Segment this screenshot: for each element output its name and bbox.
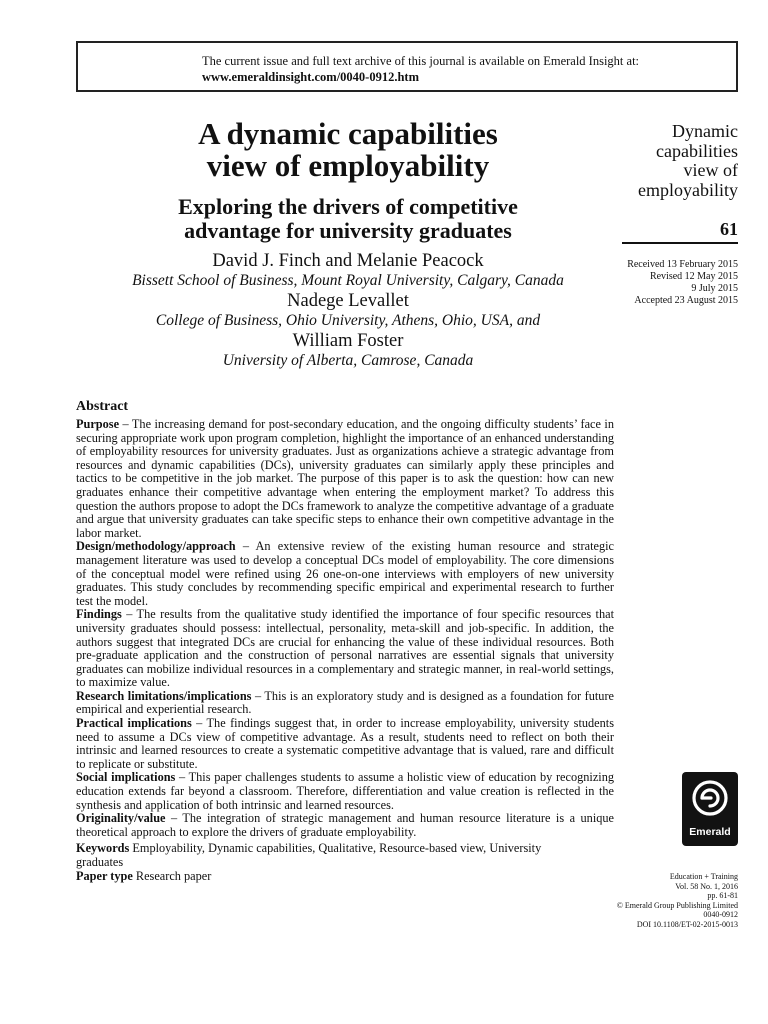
date-received: Received 13 February 2015 — [627, 259, 738, 270]
article-subtitle-line: Exploring the drivers of competitive — [178, 194, 518, 219]
journal-publisher: © Emerald Group Publishing Limited — [616, 900, 738, 910]
paper-type — [76, 870, 614, 884]
author-affiliation: University of Alberta, Camrose, Canada — [222, 352, 474, 369]
submission-dates — [538, 259, 738, 307]
section-label: Findings — [76, 607, 122, 622]
date-revised: 9 July 2015 — [691, 283, 738, 294]
running-title — [538, 122, 738, 200]
running-title-line: employability — [638, 179, 738, 200]
journal-name: Education + Training — [669, 872, 738, 881]
running-title-line: Dynamic — [672, 121, 738, 141]
keywords — [76, 842, 546, 869]
article-subtitle-line: advantage for university graduates — [184, 218, 512, 243]
author-name: William Foster — [292, 331, 404, 351]
journal-pages: pp. 61-81 — [707, 891, 738, 900]
journal-volume: Vol. 58 No. 1, 2016 — [675, 881, 738, 891]
section-label: Originality/value — [76, 811, 166, 826]
section-label: Practical implications — [76, 716, 192, 731]
section-label: Social implications — [76, 770, 176, 785]
section-label: Purpose — [76, 417, 120, 431]
running-title-line: view of — [683, 160, 738, 180]
emerald-logo-label: Emerald — [689, 826, 731, 838]
abstract-practical — [76, 717, 614, 771]
journal-issn: 0040-0912 — [703, 910, 738, 919]
journal-info — [538, 872, 738, 929]
section-text: – The integration of strategic management and human resource literature is a unique theoretical approach to explore the drivers of graduate employability. — [76, 811, 614, 839]
page-number: 61 — [720, 219, 738, 239]
abstract — [76, 399, 614, 883]
running-title-line: capabilities — [656, 140, 738, 161]
paper-type-text: Research paper — [132, 868, 212, 883]
article-title-line: view of employability — [206, 148, 490, 183]
abstract-purpose — [76, 418, 614, 540]
abstract-limitations — [76, 690, 614, 717]
section-text: – The increasing demand for post-secondary education, and the ongoing difficulty students’ face in securing appropriate work upon program completion, highlight the importance of an enhanced understanding of employability resources for university graduates. Just as organizations achieve a strategic advantage from resources and dynamic capabilities (DCs), university graduates can similarly apply these principles and tactics to be competitive in the job market. The purpose of this paper is to ask the question: how can new graduates enhance their competitive advantage when entering the employment market? To address this question the authors propose to adopt the DCs framework to analyze the competitive advantage of a graduate and argue that university graduates can take specific steps to enhance their own competitive advantage in the labor market. — [76, 417, 614, 540]
section-label: Research limitations/implications — [76, 688, 252, 703]
article-title-line: A dynamic capabilities — [198, 116, 498, 151]
article-subtitle — [76, 195, 620, 243]
section-text: – This paper challenges students to assume a holistic view of education by recognizing education extends far beyond a classroom. Therefore, differentiation and value creation is reflected in the synthesis and application of both intrinsic and learned resources. — [76, 770, 614, 812]
journal-availability-notice — [76, 41, 738, 92]
section-text: – The results from the qualitative study identified the importance of four specific resources that university graduates should possess: intellectual, personality, meta-skill and job-specific. In addition, the authors suggest that integrated DCs are crucial for enhancing the value of these individual resources. Both pre-graduate application and the construction of personal narratives are essential signals that university graduates can mobilize individual resources in a complementary and strategic manner, in real-world settings, to maximize value. — [76, 607, 614, 690]
abstract-design — [76, 540, 614, 608]
notice-url[interactable]: www.emeraldinsight.com/0040-0912.htm — [202, 70, 419, 84]
margin-divider — [622, 242, 738, 244]
journal-doi[interactable]: DOI 10.1108/ET-02-2015-0013 — [636, 919, 738, 929]
emerald-logo — [682, 772, 738, 846]
abstract-findings — [76, 608, 614, 690]
emerald-e-icon — [691, 779, 729, 817]
section-label: Design/methodology/approach — [76, 539, 236, 554]
notice-text: The current issue and full text archive of this journal is available on Emerald Insight at: — [202, 54, 640, 68]
section-text: – An extensive review of the existing human resource and strategic management literature was used to develop a conceptual DCs model of employability. The core dimensions of the conceptual model were refined using 26 one-on-one interviews with employers of new university graduates. This study concludes by recommending specific empirical and experimental research to further test the model. — [76, 539, 614, 608]
section-text: – The findings suggest that, in order to increase employability, university students need to assume a DCs view of competitive advantage. As a result, students need to reflect on both their intrinsic and learned resources to create a systematic competitive advantage that is valued, rare and difficult to replicate or substitute. — [76, 716, 614, 771]
date-revised: Revised 12 May 2015 — [649, 271, 738, 282]
abstract-heading: Abstract — [76, 399, 129, 414]
author-affiliation: College of Business, Ohio University, Athens, Ohio, USA, and — [155, 312, 541, 329]
keywords-label: Keywords — [76, 841, 130, 856]
keywords-text: Employability, Dynamic capabilities, Qualitative, Resource-based view, University graduates — [76, 841, 542, 869]
author-name: David J. Finch and Melanie Peacock — [212, 251, 484, 271]
paper-type-label: Paper type — [76, 868, 133, 883]
section-text: – This is an exploratory study and is designed as a foundation for future empirical and experiential research. — [76, 688, 615, 717]
abstract-social — [76, 771, 614, 812]
abstract-originality — [76, 812, 614, 839]
date-accepted: Accepted 23 August 2015 — [634, 295, 738, 306]
author-name: Nadege Levallet — [287, 291, 409, 311]
author-affiliation: Bissett School of Business, Mount Royal University, Calgary, Canada — [132, 272, 564, 289]
